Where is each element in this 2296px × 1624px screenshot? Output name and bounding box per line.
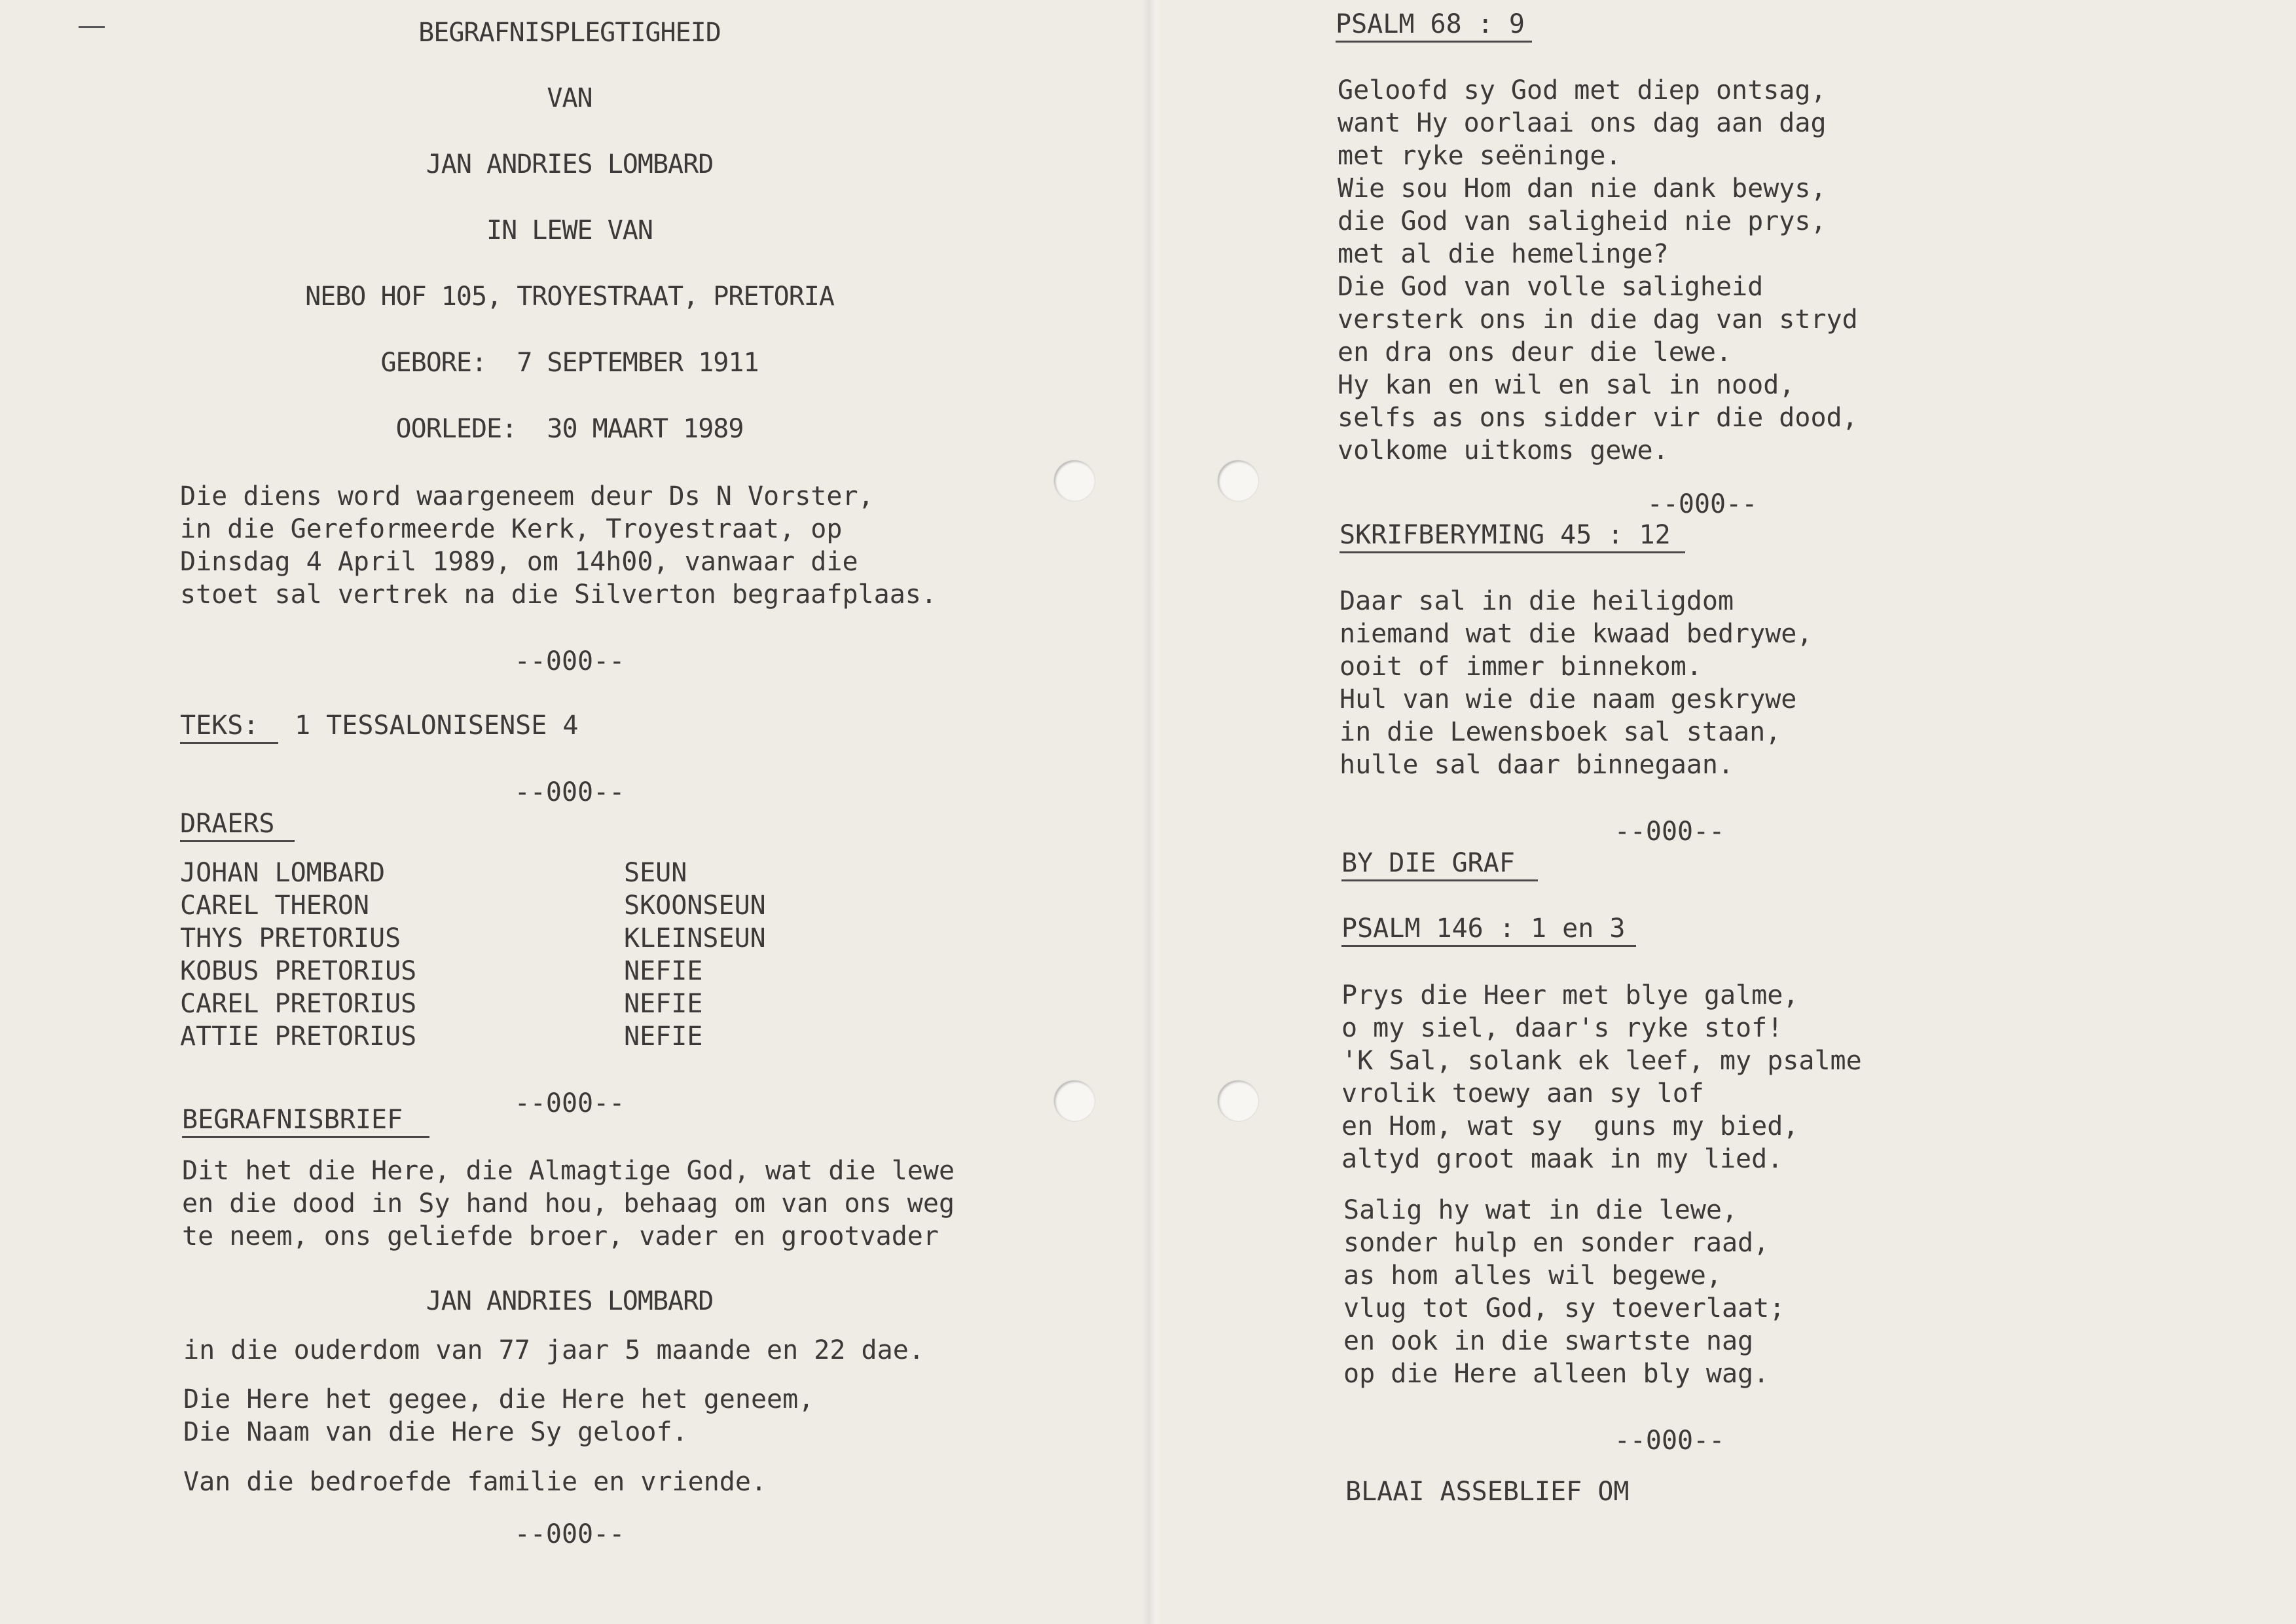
psalm68-line: met al die hemelinge? <box>1338 239 1669 269</box>
psalm146-line: en Hom, wat sy guns my bied, <box>1341 1111 1799 1141</box>
punch-hole-bottom-right <box>1218 1080 1258 1121</box>
psalm68-line: Geloofd sy God met diep ontsag, <box>1338 75 1827 105</box>
bearer-name: CAREL THERON <box>180 891 369 921</box>
verse-line: Die Naam van die Here Sy geloof. <box>183 1417 688 1447</box>
begrafnisbrief-label: BEGRAFNISBRIEF <box>182 1103 429 1138</box>
psalm146-line: Prys die Heer met blye galme, <box>1341 980 1799 1010</box>
psalm68-line: want Hy oorlaai ons dag aan dag <box>1338 108 1827 138</box>
bearer-name: CAREL PRETORIUS <box>180 989 417 1019</box>
van-line: VAN <box>547 83 592 113</box>
psalm146-line: op die Here alleen bly wag. <box>1343 1359 1770 1389</box>
teks-value: 1 TESSALONISENSE 4 <box>295 710 579 741</box>
skrifberyming-line: Daar sal in die heiligdom <box>1339 586 1734 616</box>
psalm68-line: Hy kan en wil en sal in nood, <box>1338 370 1795 400</box>
bearer-name: ATTIE PRETORIUS <box>180 1022 417 1052</box>
age-line: in die ouderdom van 77 jaar 5 maande en 22 dae. <box>183 1335 924 1365</box>
birth-date: GEBORE: 7 SEPTEMBER 1911 <box>380 348 759 378</box>
program-title: BEGRAFNISPLEGTIGHEID <box>418 18 721 48</box>
in-lewe-van-line: IN LEWE VAN <box>486 215 653 246</box>
psalm68-line: en dra ons deur die lewe. <box>1338 337 1732 367</box>
skrifberyming-line: hulle sal daar binnegaan. <box>1339 750 1734 780</box>
psalm146-heading: PSALM 146 : 1 en 3 <box>1341 912 1636 947</box>
service-line: Dinsdag 4 April 1989, om 14h00, vanwaar die <box>180 547 858 577</box>
turn-page-note: BLAAI ASSEBLIEF OM <box>1345 1477 1630 1507</box>
punch-hole-bottom-left <box>1054 1080 1095 1121</box>
separator: --000-- <box>1614 817 1725 847</box>
separator: --000-- <box>514 1088 625 1118</box>
verse-line: Die Here het gegee, die Here het geneem, <box>183 1384 814 1414</box>
psalm68-line: die God van saligheid nie prys, <box>1338 206 1827 236</box>
bearer-relation: SEUN <box>624 858 687 888</box>
by-die-graf-heading: BY DIE GRAF <box>1341 847 1538 881</box>
letter-line: te neem, ons geliefde broer, vader en grootvader <box>182 1221 939 1251</box>
psalm68-line: versterk ons in die dag van stryd <box>1338 304 1858 335</box>
bearer-relation: SKOONSEUN <box>624 891 766 921</box>
psalm146-line: sonder hulp en sonder raad, <box>1343 1228 1770 1258</box>
service-line: stoet sal vertrek na die Silverton begraafplaas. <box>180 580 937 610</box>
skrifberyming-line: niemand wat die kwaad bedrywe, <box>1339 619 1813 649</box>
address-line: NEBO HOF 105, TROYESTRAAT, PRETORIA <box>305 282 834 312</box>
psalm146-line: as hom alles wil begewe, <box>1343 1261 1722 1291</box>
separator: --000-- <box>1647 489 1758 519</box>
bearer-name: KOBUS PRETORIUS <box>180 956 417 986</box>
corner-dash <box>79 26 105 28</box>
family-line: Van die bedroefde familie en vriende. <box>183 1467 767 1497</box>
bearer-name: THYS PRETORIUS <box>180 923 401 953</box>
psalm68-line: selfs as ons sidder vir die dood, <box>1338 403 1858 433</box>
punch-hole-top-left <box>1054 460 1095 501</box>
separator: --000-- <box>514 1519 625 1549</box>
service-line: in die Gereformeerde Kerk, Troyestraat, op <box>180 514 843 544</box>
psalm68-line: Wie sou Hom dan nie dank bewys, <box>1338 174 1827 204</box>
letter-line: en die dood in Sy hand hou, behaag om van ons weg <box>182 1189 955 1219</box>
bearer-name: JOHAN LOMBARD <box>180 858 386 888</box>
psalm146-line: o my siel, daar's ryke stof! <box>1341 1013 1783 1043</box>
letter-name: JAN ANDRIES LOMBARD <box>426 1286 714 1316</box>
service-line: Die diens word waargeneem deur Ds N Vorster, <box>180 481 874 511</box>
bearer-relation: KLEINSEUN <box>624 923 766 953</box>
letter-line: Dit het die Here, die Almagtige God, wat die lewe <box>182 1156 955 1186</box>
deceased-name: JAN ANDRIES LOMBARD <box>426 149 714 179</box>
bearer-relation: NEFIE <box>624 1022 703 1052</box>
skrifberyming-line: in die Lewensboek sal staan, <box>1339 717 1781 747</box>
separator: --000-- <box>514 777 625 807</box>
bearer-relation: NEFIE <box>624 956 703 986</box>
psalm146-line: en ook in die swartste nag <box>1343 1326 1754 1356</box>
skrifberyming-line: ooit of immer binnekom. <box>1339 652 1702 682</box>
psalm146-line: vrolik toewy aan sy lof <box>1341 1079 1704 1109</box>
bearer-relation: NEFIE <box>624 989 703 1019</box>
separator: --000-- <box>514 646 625 676</box>
psalm146-line: vlug tot God, sy toeverlaat; <box>1343 1293 1785 1323</box>
skrifberyming-line: Hul van wie die naam geskrywe <box>1339 684 1797 714</box>
psalm146-line: altyd groot maak in my lied. <box>1341 1144 1783 1174</box>
psalm68-line: volkome uitkoms gewe. <box>1338 435 1669 466</box>
psalm68-heading: PSALM 68 : 9 <box>1336 8 1532 43</box>
death-date: OORLEDE: 30 MAART 1989 <box>395 414 744 444</box>
psalm146-line: 'K Sal, solank ek leef, my psalme <box>1341 1046 1862 1076</box>
punch-hole-top-right <box>1218 460 1258 501</box>
psalm68-line: Die God van volle saligheid <box>1338 272 1764 302</box>
psalm146-line: Salig hy wat in die lewe, <box>1343 1195 1738 1225</box>
skrifberyming-heading: SKRIFBERYMING 45 : 12 <box>1339 519 1685 553</box>
separator: --000-- <box>1614 1426 1725 1456</box>
teks-label: TEKS: <box>180 709 278 744</box>
psalm68-line: met ryke seëninge. <box>1338 141 1622 171</box>
draers-label: DRAERS <box>180 807 295 842</box>
